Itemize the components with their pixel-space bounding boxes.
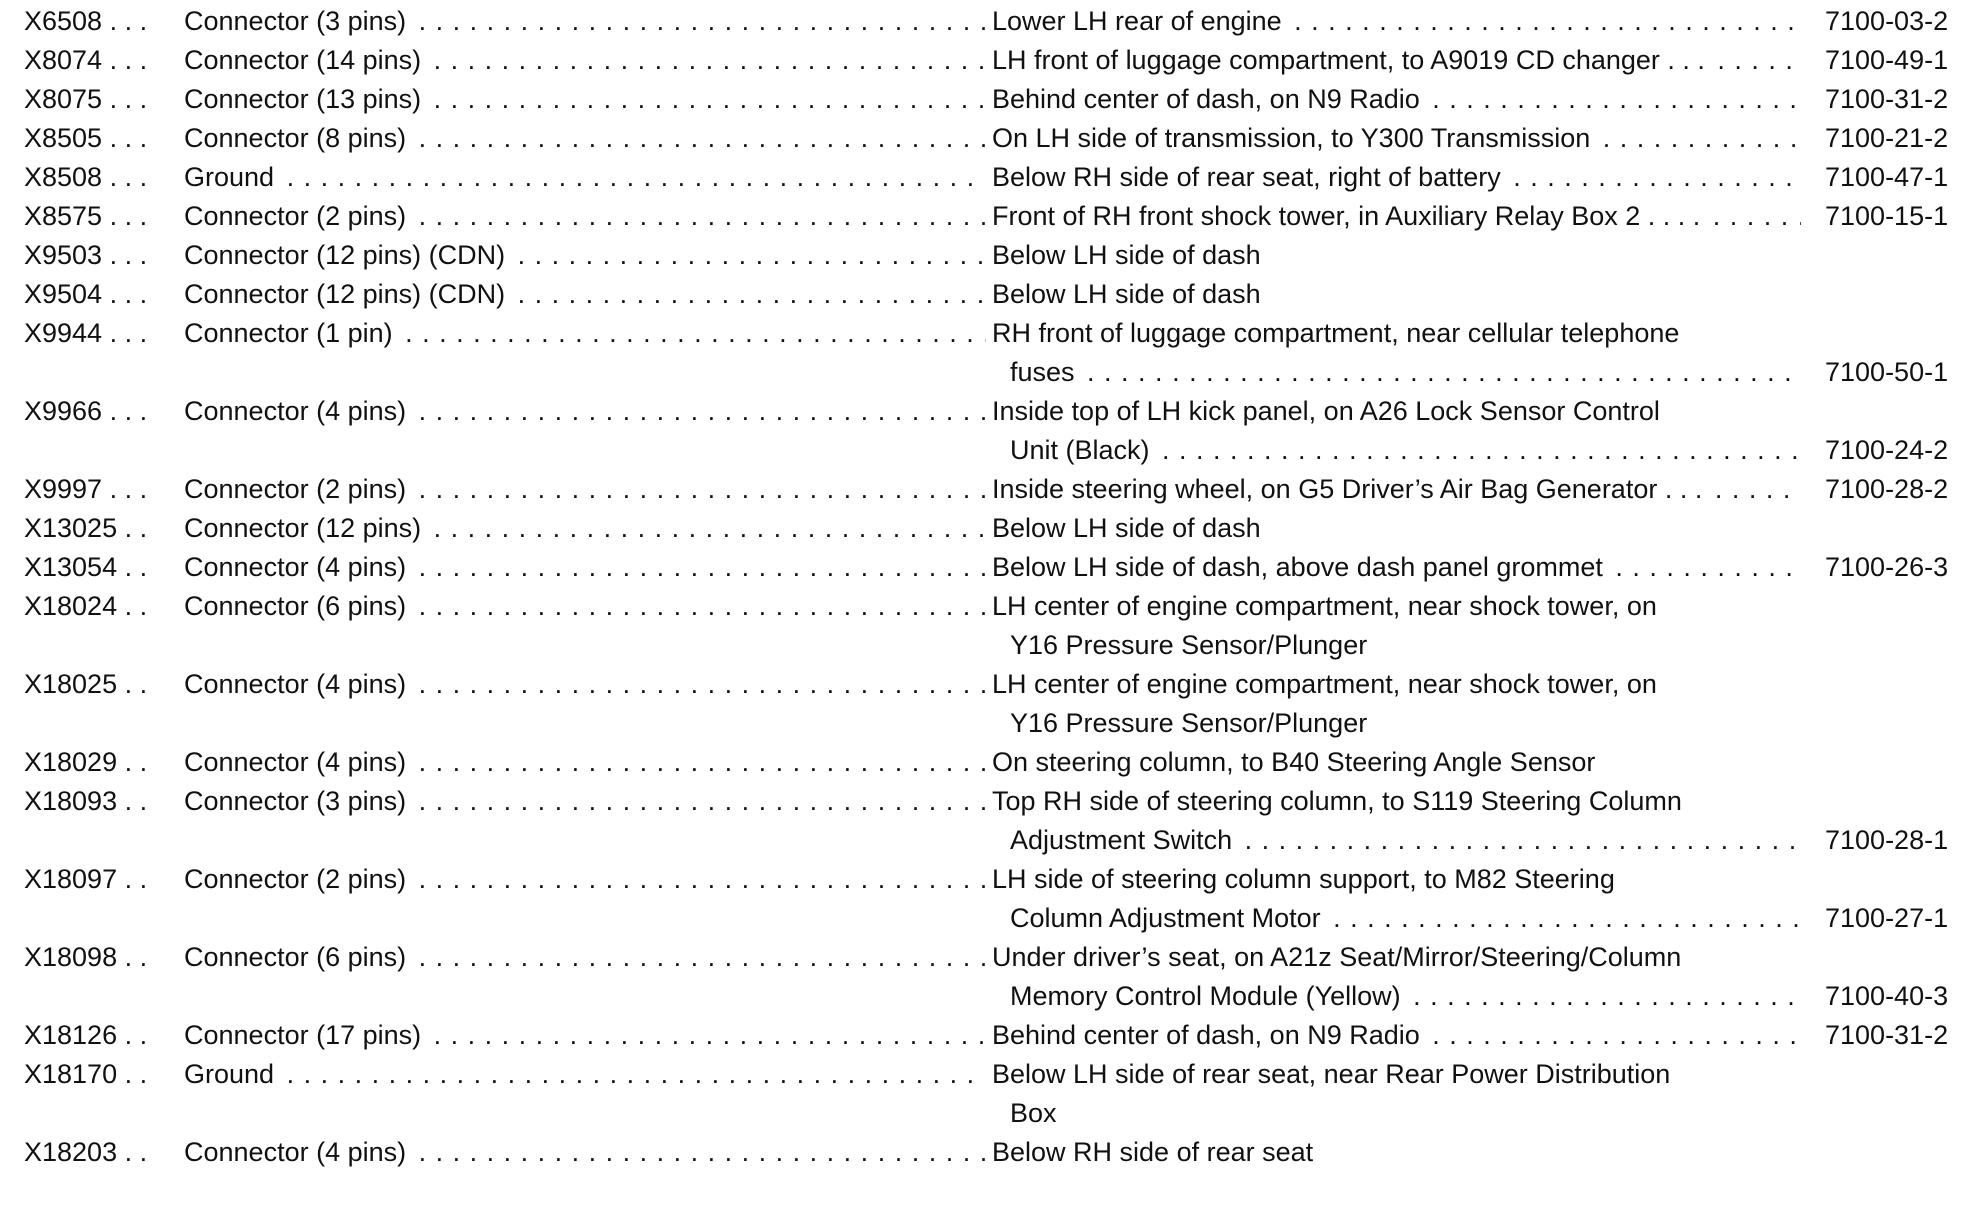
component-code: X18093 . . bbox=[24, 786, 148, 816]
component-location: Under driver’s seat, on A21z Seat/Mirror/Steering/Column bbox=[992, 942, 1682, 972]
page-reference: 7100-40-3 bbox=[1825, 981, 1949, 1011]
component-location: Below LH side of dash bbox=[992, 240, 1261, 270]
component-code: X8505 . . . bbox=[24, 123, 148, 153]
component-description: Connector (8 pins) . . . bbox=[184, 123, 986, 154]
index-entry bbox=[0, 201, 1970, 240]
component-code: X18024 . . bbox=[24, 591, 148, 621]
component-code: X18203 . . bbox=[24, 1137, 148, 1167]
component-location: RH front of luggage compartment, near cellular telephone bbox=[992, 318, 1680, 348]
component-location: Below LH side of dash bbox=[992, 279, 1261, 309]
component-code: X13025 . . bbox=[24, 513, 148, 543]
index-entry bbox=[0, 552, 1970, 591]
index-entry bbox=[0, 6, 1970, 45]
component-location: Front of RH front shock tower, in Auxiliary Relay Box 2 . . . . . . . bbox=[992, 201, 1801, 232]
component-location-continued: Column Adjustment Motor . . . bbox=[1010, 903, 1801, 934]
component-code: X18029 . . bbox=[24, 747, 148, 777]
component-description: Connector (4 pins) . . . bbox=[184, 747, 986, 778]
component-code: X8575 . . . bbox=[24, 201, 148, 231]
index-entry bbox=[0, 474, 1970, 513]
component-location-continued: Adjustment Switch . . . bbox=[1010, 825, 1801, 856]
component-description: Ground . . . bbox=[184, 162, 986, 193]
component-location: Inside steering wheel, on G5 Driver’s Air Bag Generator . . . . . . bbox=[992, 474, 1801, 505]
component-code: X18098 . . bbox=[24, 942, 148, 972]
component-location: Below RH side of rear seat, right of battery . . . bbox=[992, 162, 1801, 193]
component-location-continued: Y16 Pressure Sensor/Plunger bbox=[1010, 630, 1368, 660]
component-description: Connector (4 pins) . . . bbox=[184, 396, 986, 427]
index-entry bbox=[0, 396, 1970, 465]
component-location-continued: fuses . . . bbox=[1010, 357, 1801, 388]
component-code: X18126 . . bbox=[24, 1020, 148, 1050]
component-location-continued: Y16 Pressure Sensor/Plunger bbox=[1010, 708, 1368, 738]
component-description: Connector (2 pins) . . . bbox=[184, 474, 986, 505]
page-reference: 7100-26-3 bbox=[1825, 552, 1949, 582]
page-reference: 7100-31-2 bbox=[1825, 84, 1949, 114]
index-entry bbox=[0, 84, 1970, 123]
component-code: X8075 . . . bbox=[24, 84, 148, 114]
component-description: Connector (6 pins) . . . bbox=[184, 942, 986, 973]
component-location: LH center of engine compartment, near shock tower, on bbox=[992, 669, 1657, 699]
page-reference: 7100-47-1 bbox=[1825, 162, 1949, 192]
component-code: X13054 . . bbox=[24, 552, 148, 582]
component-description: Connector (12 pins) . . . bbox=[184, 513, 986, 544]
component-description: Connector (4 pins) . . . bbox=[184, 552, 986, 583]
index-entry bbox=[0, 162, 1970, 201]
page-reference: 7100-50-1 bbox=[1825, 357, 1949, 387]
index-entry bbox=[0, 318, 1970, 387]
page-reference: 7100-31-2 bbox=[1825, 1020, 1949, 1050]
index-entry bbox=[0, 1059, 1970, 1128]
index-entry bbox=[0, 864, 1970, 933]
component-location: LH side of steering column support, to M82 Steering bbox=[992, 864, 1615, 894]
component-code: X9503 . . . bbox=[24, 240, 148, 270]
component-description: Connector (6 pins) . . . bbox=[184, 591, 986, 622]
index-entry bbox=[0, 669, 1970, 738]
page-reference: 7100-21-2 bbox=[1825, 123, 1949, 153]
index-entry bbox=[0, 45, 1970, 84]
page-reference: 7100-28-2 bbox=[1825, 474, 1949, 504]
component-location: Behind center of dash, on N9 Radio . . . bbox=[992, 84, 1801, 115]
component-location: Inside top of LH kick panel, on A26 Lock Sensor Control bbox=[992, 396, 1660, 426]
component-description: Connector (1 pin) . . . bbox=[184, 318, 986, 349]
index-entry bbox=[0, 240, 1970, 279]
page-reference: 7100-24-2 bbox=[1825, 435, 1949, 465]
component-code: X9944 . . . bbox=[24, 318, 148, 348]
component-code: X18170 . . bbox=[24, 1059, 148, 1089]
page-reference: 7100-49-1 bbox=[1825, 45, 1949, 75]
component-description: Connector (17 pins) . . . bbox=[184, 1020, 986, 1051]
component-code: X6508 . . . bbox=[24, 6, 148, 36]
index-entry bbox=[0, 942, 1970, 1011]
component-location: Behind center of dash, on N9 Radio . . . bbox=[992, 1020, 1801, 1051]
index-entry bbox=[0, 279, 1970, 318]
component-description: Connector (3 pins) . . . bbox=[184, 786, 986, 817]
component-code: X9504 . . . bbox=[24, 279, 148, 309]
component-location: Top RH side of steering column, to S119 Steering Column bbox=[992, 786, 1682, 816]
index-entry bbox=[0, 123, 1970, 162]
component-description: Connector (4 pins) . . . bbox=[184, 1137, 986, 1168]
index-entry bbox=[0, 786, 1970, 855]
component-description: Connector (12 pins) (CDN) . . . bbox=[184, 279, 986, 310]
component-description: Connector (14 pins) . . . bbox=[184, 45, 986, 76]
component-code: X18097 . . bbox=[24, 864, 148, 894]
component-description: Connector (2 pins) . . . bbox=[184, 864, 986, 895]
index-entry bbox=[0, 747, 1970, 786]
component-code: X9966 . . . bbox=[24, 396, 148, 426]
component-location: Lower LH rear of engine . . . bbox=[992, 6, 1801, 37]
index-entry bbox=[0, 1020, 1970, 1059]
component-location: Below LH side of dash, above dash panel grommet . . . bbox=[992, 552, 1801, 583]
component-code: X9997 . . . bbox=[24, 474, 148, 504]
component-location: On LH side of transmission, to Y300 Transmission . . . bbox=[992, 123, 1801, 154]
component-code: X8508 . . . bbox=[24, 162, 148, 192]
page-reference: 7100-27-1 bbox=[1825, 903, 1949, 933]
component-location-continued: Unit (Black) . . . bbox=[1010, 435, 1801, 466]
component-location-continued: Box bbox=[1010, 1098, 1057, 1128]
component-code: X18025 . . bbox=[24, 669, 148, 699]
component-location: Below LH side of dash bbox=[992, 513, 1261, 543]
index-entry bbox=[0, 591, 1970, 660]
page-reference: 7100-15-1 bbox=[1825, 201, 1949, 231]
component-description: Ground . . . bbox=[184, 1059, 986, 1090]
index-entry bbox=[0, 513, 1970, 552]
component-location: On steering column, to B40 Steering Angle Sensor bbox=[992, 747, 1596, 777]
component-location: Below LH side of rear seat, near Rear Power Distribution bbox=[992, 1059, 1671, 1089]
component-description: Connector (2 pins) . . . bbox=[184, 201, 986, 232]
page-reference: 7100-03-2 bbox=[1825, 6, 1949, 36]
page-reference: 7100-28-1 bbox=[1825, 825, 1949, 855]
component-location: Below RH side of rear seat bbox=[992, 1137, 1314, 1167]
component-description: Connector (13 pins) . . . bbox=[184, 84, 986, 115]
component-location-continued: Memory Control Module (Yellow) . . . bbox=[1010, 981, 1801, 1012]
component-description: Connector (4 pins) . . . bbox=[184, 669, 986, 700]
index-entry bbox=[0, 1137, 1970, 1176]
component-description: Connector (3 pins) . . . bbox=[184, 6, 986, 37]
component-code: X8074 . . . bbox=[24, 45, 148, 75]
component-description: Connector (12 pins) (CDN) . . . bbox=[184, 240, 986, 271]
component-location: LH front of luggage compartment, to A9019 CD changer . . . . . . bbox=[992, 45, 1801, 76]
component-location: LH center of engine compartment, near shock tower, on bbox=[992, 591, 1657, 621]
